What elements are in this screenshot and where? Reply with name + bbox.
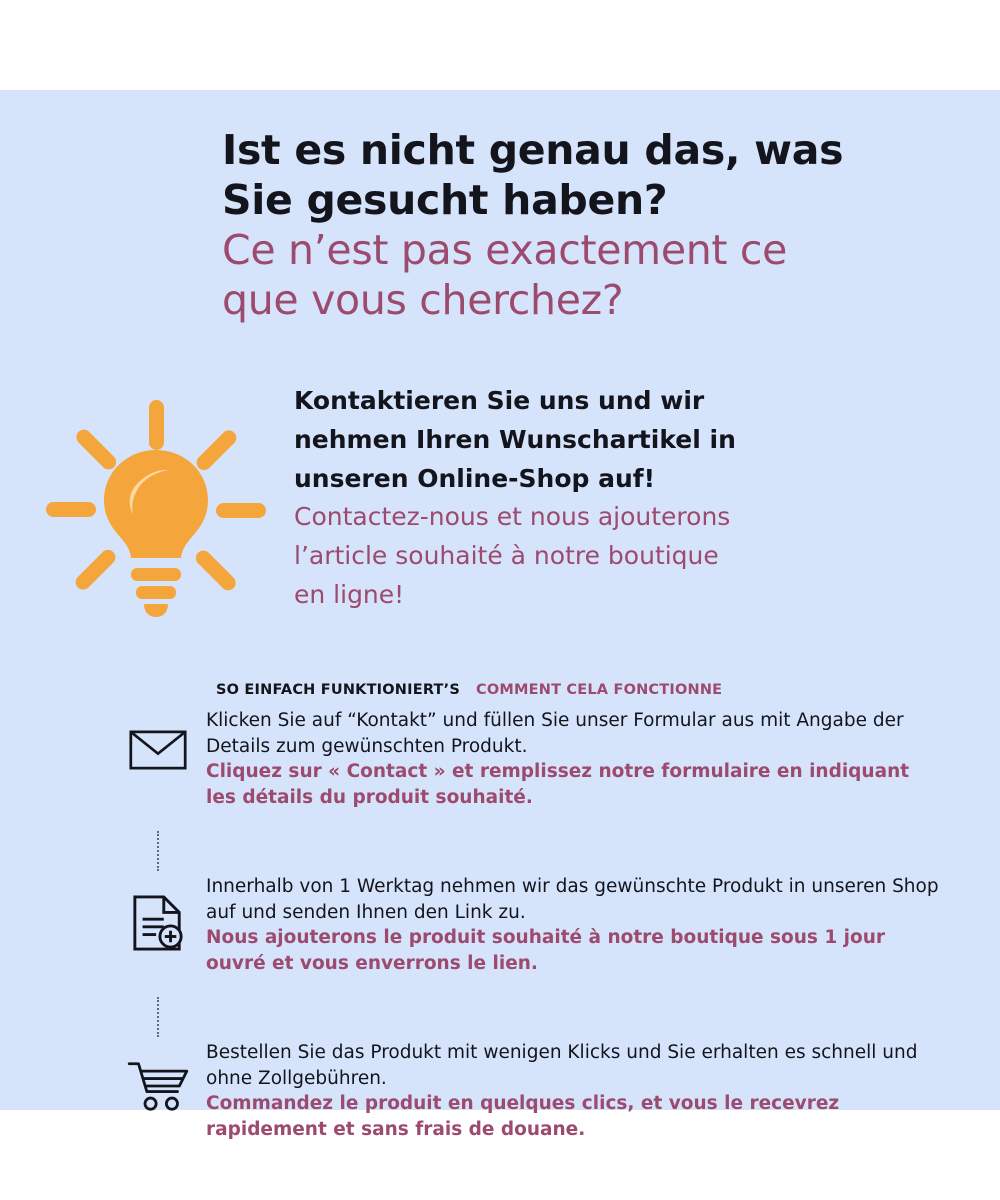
step-separator bbox=[110, 994, 206, 1040]
step-german-text: Innerhalb von 1 Werktag nehmen wir das gewünschte Produkt in unseren Shop auf und senden Ihnen den Link zu. bbox=[206, 876, 939, 923]
intro-french-line-1: Contactez-nous et nous ajouterons bbox=[294, 502, 731, 532]
step-item bbox=[110, 708, 940, 828]
headline-german-line-1: Ist es nicht genau das, was bbox=[222, 126, 844, 174]
section-label-german: SO EINFACH FUNKTIONIERT’S bbox=[216, 682, 460, 698]
lightbulb-icon bbox=[36, 390, 276, 630]
step-french-text: Commandez le produit en quelques clics, et vous le recevrez rapidement et sans frais de douane. bbox=[206, 1093, 840, 1140]
promo-banner bbox=[0, 90, 1000, 1140]
step-german-text: Bestellen Sie das Produkt mit wenigen Klicks und Sie erhalten es schnell und ohne Zollgebühren. bbox=[206, 1042, 918, 1089]
step-text bbox=[206, 874, 940, 976]
intro-block bbox=[294, 382, 914, 615]
intro-german-line-3: unseren Online-Shop auf! bbox=[294, 463, 656, 493]
step-item bbox=[110, 874, 940, 994]
step-german-text: Klicken Sie auf “Kontakt” und füllen Sie unser Formular aus mit Angabe der Details zum gewünschten Produkt. bbox=[206, 710, 904, 757]
intro-german-line-1: Kontaktieren Sie uns und wir bbox=[294, 386, 705, 415]
intro-german-line-2: nehmen Ihren Wunschartikel in bbox=[294, 424, 736, 454]
step-text bbox=[206, 1040, 940, 1142]
headline-block bbox=[222, 125, 942, 325]
section-label-french: COMMENT CELA FONCTIONNE bbox=[476, 682, 723, 698]
headline-french-line-1: Ce n’est pas exactement ce bbox=[222, 226, 788, 275]
step-separator bbox=[110, 828, 206, 874]
shopping-cart-icon bbox=[110, 1040, 206, 1112]
document-add-icon bbox=[110, 874, 206, 952]
step-text bbox=[206, 708, 940, 810]
headline-french-line-2: que vous cherchez? bbox=[222, 276, 624, 325]
step-french-text: Cliquez sur « Contact » et remplissez notre formulaire en indiquant les détails du produit souhaité. bbox=[206, 761, 910, 808]
headline-german-line-2: Sie gesucht haben? bbox=[222, 176, 668, 225]
intro-french-line-3: en ligne! bbox=[294, 579, 405, 609]
intro-french-line-2: l’article souhaité à notre boutique bbox=[294, 541, 719, 570]
step-item bbox=[110, 1040, 940, 1160]
envelope-icon bbox=[110, 708, 206, 772]
section-label bbox=[216, 682, 722, 698]
step-french-text: Nous ajouterons le produit souhaité à notre boutique sous 1 jour ouvré et vous enverrons le lien. bbox=[206, 927, 885, 974]
steps-list bbox=[110, 708, 940, 1160]
